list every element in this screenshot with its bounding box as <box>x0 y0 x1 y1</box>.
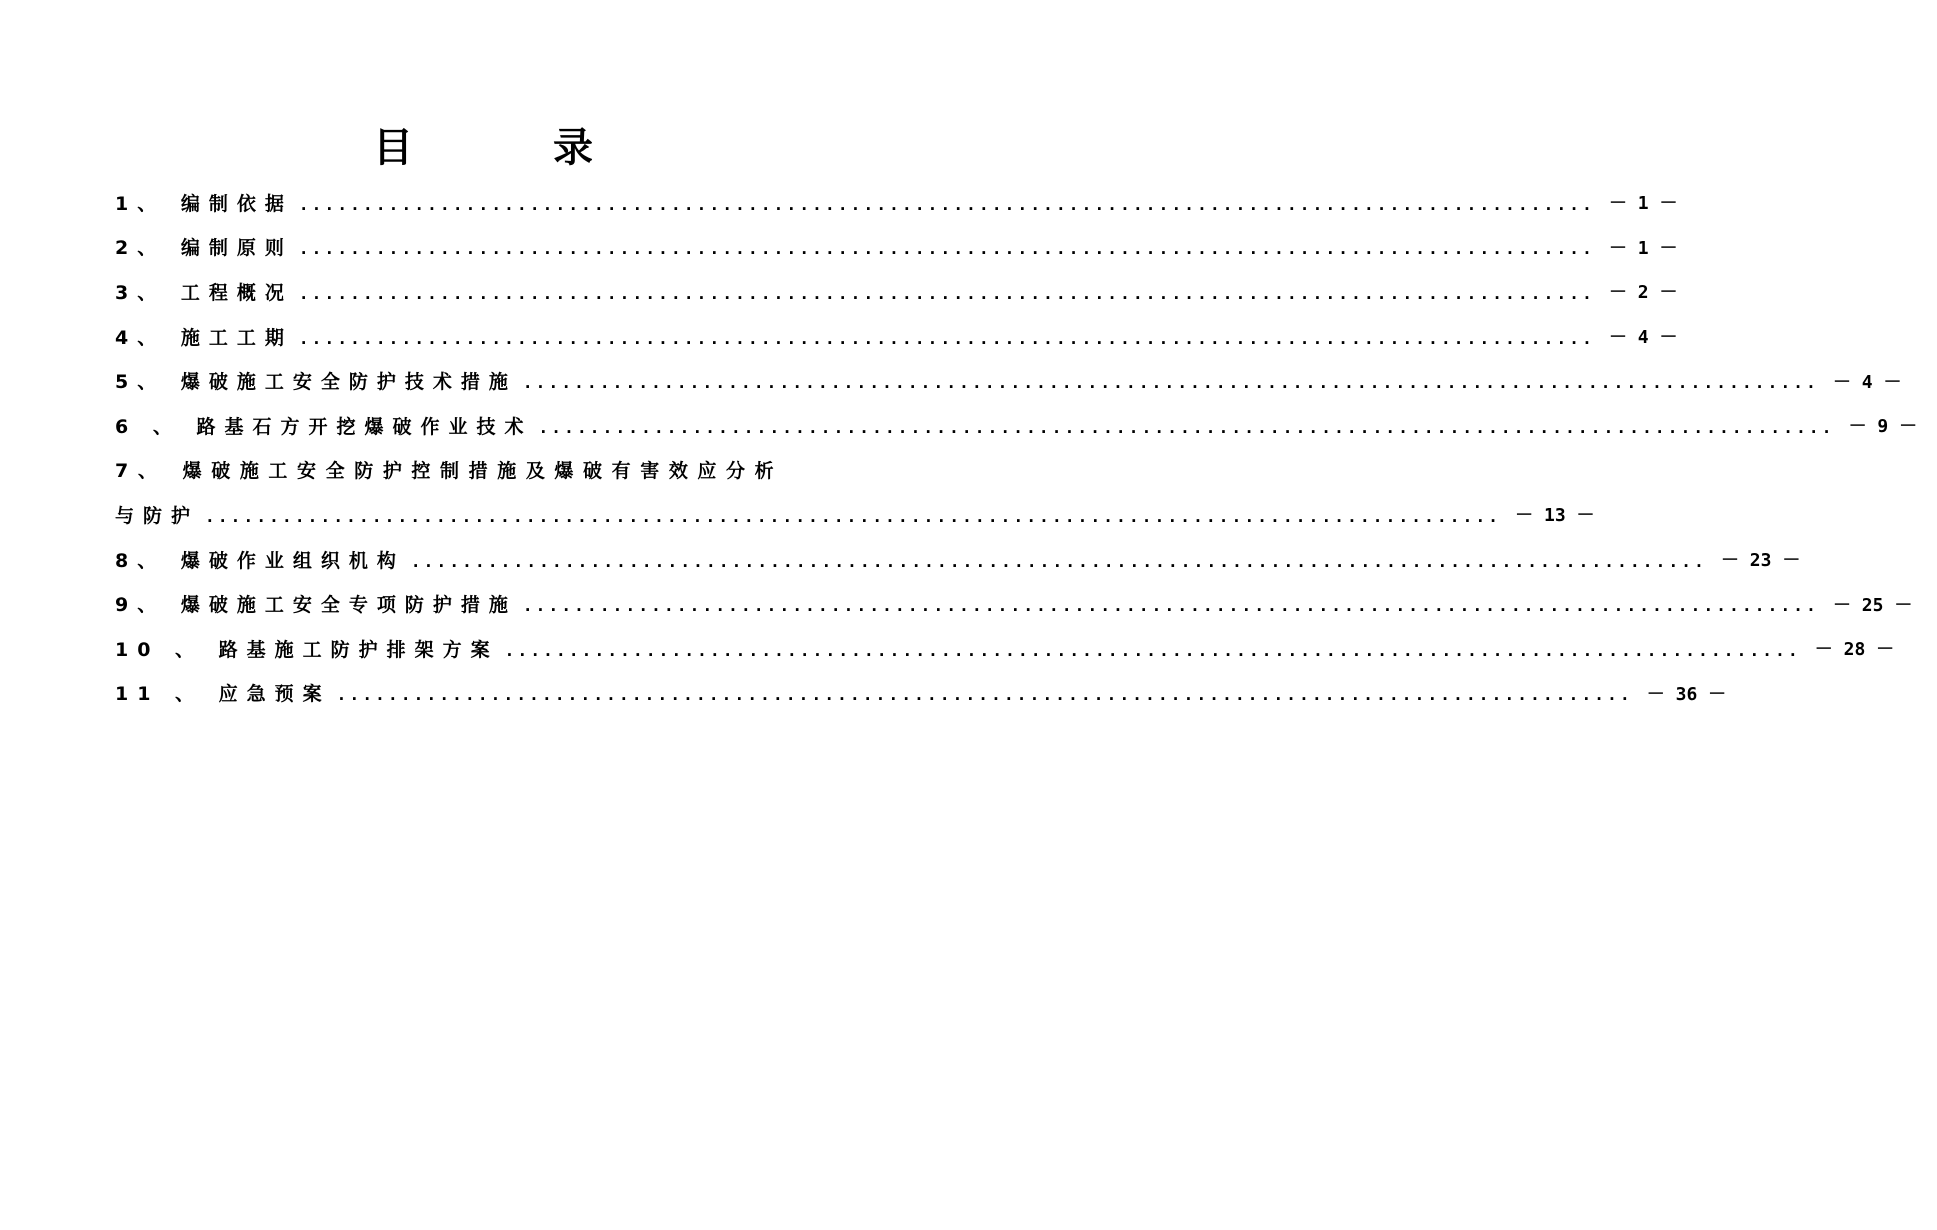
toc-entry-8[interactable] <box>115 537 1801 582</box>
toc-entry-page: － 25 － <box>1832 594 1913 616</box>
toc-entry-7-continued[interactable] <box>115 492 1595 537</box>
toc-entry-label: 11 、 应急预案 <box>115 683 331 706</box>
toc-entry-page: － 1 － <box>1608 193 1678 215</box>
dot-leader: ..................................................................................................... <box>298 328 1595 348</box>
table-of-contents <box>115 180 1918 715</box>
dot-leader: ..................................................................................................... <box>336 685 1633 705</box>
toc-entry-page: － 4 － <box>1832 371 1902 393</box>
toc-entry-9[interactable] <box>115 581 1913 626</box>
toc-entry-label: 4、 施工工期 <box>115 326 293 349</box>
toc-entry-page: － 9 － <box>1848 416 1918 438</box>
toc-entry-page: － 1 － <box>1608 237 1678 259</box>
toc-entry-page: － 13 － <box>1515 505 1595 527</box>
dot-leader: ..................................................................................................... <box>205 506 1502 526</box>
toc-entry-label: 8、 爆破作业组织机构 <box>115 549 405 572</box>
toc-entry-5[interactable] <box>115 358 1902 403</box>
toc-entry-label: 5、 爆破施工安全防护技术措施 <box>115 371 517 394</box>
toc-entry-page: － 28 － <box>1814 639 1895 661</box>
toc-entry-label-continued: 与防护 <box>115 504 200 527</box>
toc-entry-2[interactable] <box>115 225 1678 270</box>
dot-leader: ..................................................................................................... <box>522 373 1819 393</box>
dot-leader: ..................................................................................................... <box>538 417 1835 437</box>
toc-entry-page: － 4 － <box>1608 327 1678 349</box>
toc-entry-11[interactable] <box>115 671 1727 716</box>
page-title <box>0 118 950 178</box>
toc-entry-label: 7、 爆破施工安全防护控制措施及爆破有害效应分析 <box>115 460 784 483</box>
title-char-2: 录 <box>553 124 593 171</box>
toc-entry-label: 6 、 路基石方开挖爆破作业技术 <box>115 415 533 438</box>
dot-leader: ..................................................................................................... <box>298 194 1595 214</box>
toc-entry-label: 9、 爆破施工安全专项防护措施 <box>115 594 517 617</box>
toc-entry-4[interactable] <box>115 314 1678 359</box>
toc-entry-1[interactable] <box>115 180 1678 225</box>
dot-leader: ..................................................................................................... <box>504 640 1801 660</box>
toc-entry-7[interactable] <box>115 448 865 493</box>
toc-entry-page: － 36 － <box>1646 683 1727 705</box>
dot-leader: ..................................................................................................... <box>298 239 1595 259</box>
toc-entry-label: 2、 编制原则 <box>115 237 293 260</box>
dot-leader: ..................................................................................................... <box>298 283 1595 303</box>
toc-entry-3[interactable] <box>115 269 1678 314</box>
toc-entry-label: 3、 工程概况 <box>115 281 293 304</box>
dot-leader: ..................................................................................................... <box>410 551 1707 571</box>
dot-leader: ..................................................................................................... <box>522 596 1819 616</box>
title-char-1: 目 <box>373 124 413 171</box>
toc-entry-page: － 2 － <box>1608 282 1678 304</box>
toc-entry-page: － 23 － <box>1720 550 1801 572</box>
toc-entry-10[interactable] <box>115 626 1895 671</box>
toc-entry-label: 10 、 路基施工防护排架方案 <box>115 638 499 661</box>
toc-entry-label: 1、 编制依据 <box>115 192 293 215</box>
toc-entry-6[interactable] <box>115 403 1918 448</box>
